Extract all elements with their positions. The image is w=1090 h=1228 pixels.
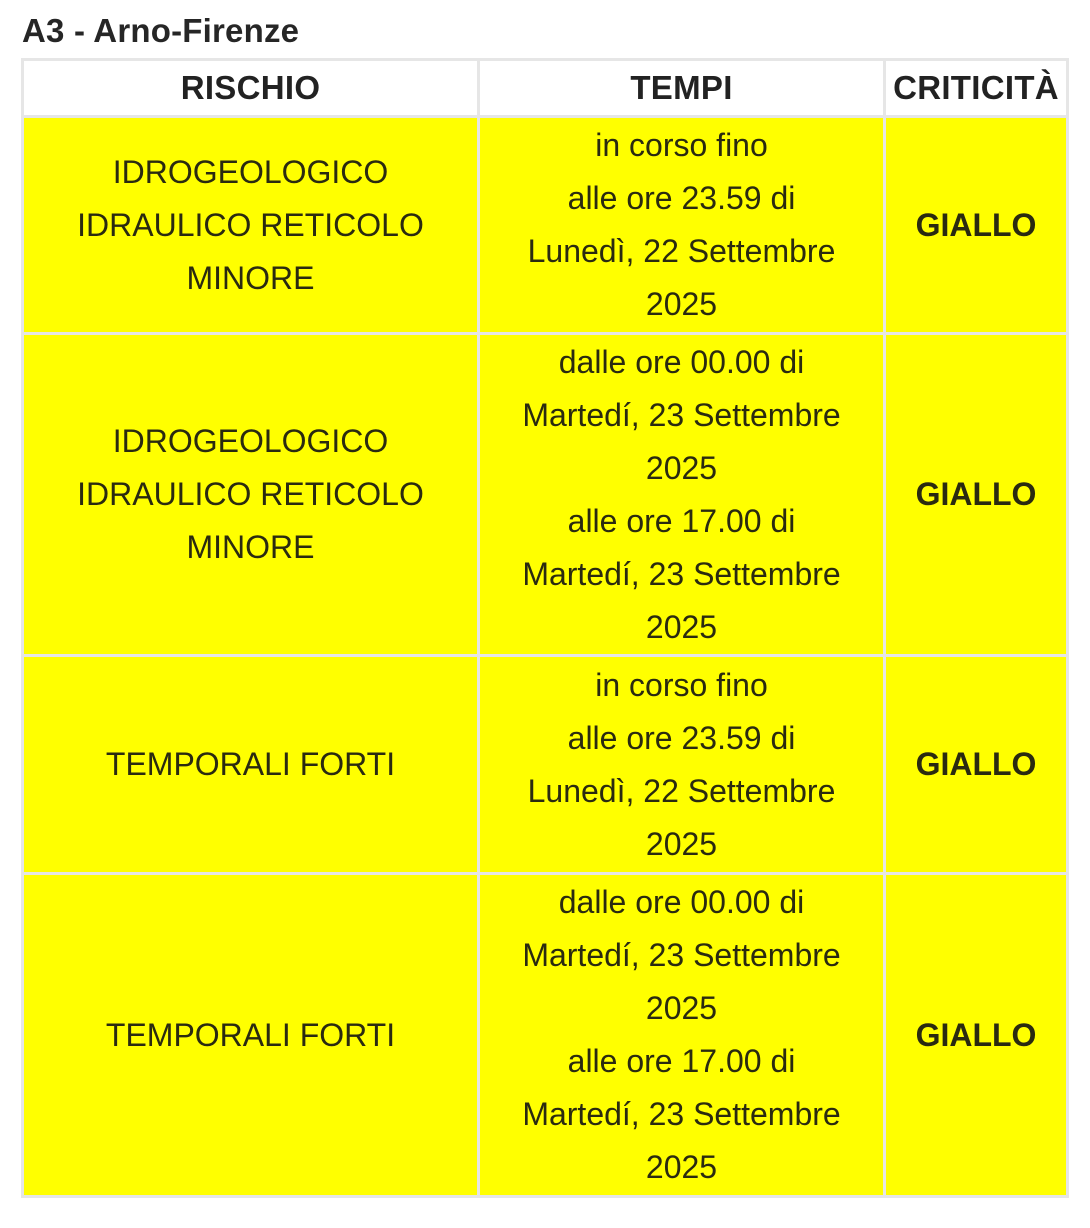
- rischio-text: MINORE: [186, 259, 315, 296]
- tempi-text: Lunedì, 22 Settembre: [527, 772, 836, 809]
- tempi-text: Martedí, 23 Settembre: [522, 1096, 841, 1132]
- rischio-text: TEMPORALI FORTI: [105, 1016, 396, 1053]
- criticita-badge: GIALLO: [885, 117, 1068, 334]
- alert-table: [21, 58, 1069, 1198]
- tempi-text: 2025: [645, 825, 718, 862]
- tempi-text: Martedí, 23 Settembre: [522, 937, 841, 973]
- tempi-cell: [479, 874, 885, 1197]
- tempi-text: 2025: [645, 1149, 718, 1185]
- tempi-cell: [479, 656, 885, 874]
- tempi-text: 2025: [645, 449, 718, 486]
- tempi-text: in corso fino: [595, 127, 768, 163]
- table-row: [23, 117, 1068, 334]
- header-criticita: CRITICITÀ: [885, 60, 1068, 117]
- criticita-badge: GIALLO: [885, 334, 1068, 656]
- table-row: [23, 334, 1068, 656]
- rischio-cell: [23, 874, 479, 1197]
- tempi-cell: [479, 334, 885, 656]
- tempi-text: dalle ore 00.00 di: [558, 343, 805, 380]
- rischio-cell: [23, 334, 479, 656]
- tempi-text: alle ore 17.00 di: [567, 502, 796, 539]
- tempi-cell: [479, 117, 885, 334]
- tempi-text: 2025: [645, 608, 718, 645]
- criticita-badge: GIALLO: [885, 874, 1068, 1197]
- header-row: [23, 60, 1068, 117]
- tempi-text: in corso fino: [595, 666, 768, 703]
- tempi-text: Martedí, 23 Settembre: [522, 555, 841, 592]
- tempi-text: alle ore 23.59 di: [567, 719, 796, 756]
- tempi-text: dalle ore 00.00 di: [558, 884, 805, 920]
- tempi-text: Lunedì, 22 Settembre: [527, 233, 836, 269]
- tempi-text: alle ore 23.59 di: [567, 180, 796, 216]
- table-row: [23, 656, 1068, 874]
- rischio-cell: [23, 656, 479, 874]
- rischio-cell: [23, 117, 479, 334]
- table-row: [23, 874, 1068, 1197]
- rischio-text: IDROGEOLOGICO: [112, 153, 389, 190]
- rischio-text: IDROGEOLOGICO: [112, 423, 389, 459]
- rischio-text: IDRAULICO RETICOLO: [77, 476, 424, 512]
- zone-title: A3 - Arno-Firenze: [22, 12, 300, 49]
- rischio-text: MINORE: [186, 529, 315, 565]
- rischio-text: TEMPORALI FORTI: [105, 746, 396, 782]
- tempi-text: Martedí, 23 Settembre: [522, 396, 841, 433]
- header-rischio: RISCHIO: [23, 60, 479, 117]
- tempi-text: alle ore 17.00 di: [567, 1043, 796, 1079]
- criticita-badge: GIALLO: [885, 656, 1068, 874]
- rischio-text: IDRAULICO RETICOLO: [77, 206, 424, 243]
- tempi-text: 2025: [645, 286, 718, 322]
- header-tempi: TEMPI: [479, 60, 885, 117]
- tempi-text: 2025: [645, 990, 718, 1026]
